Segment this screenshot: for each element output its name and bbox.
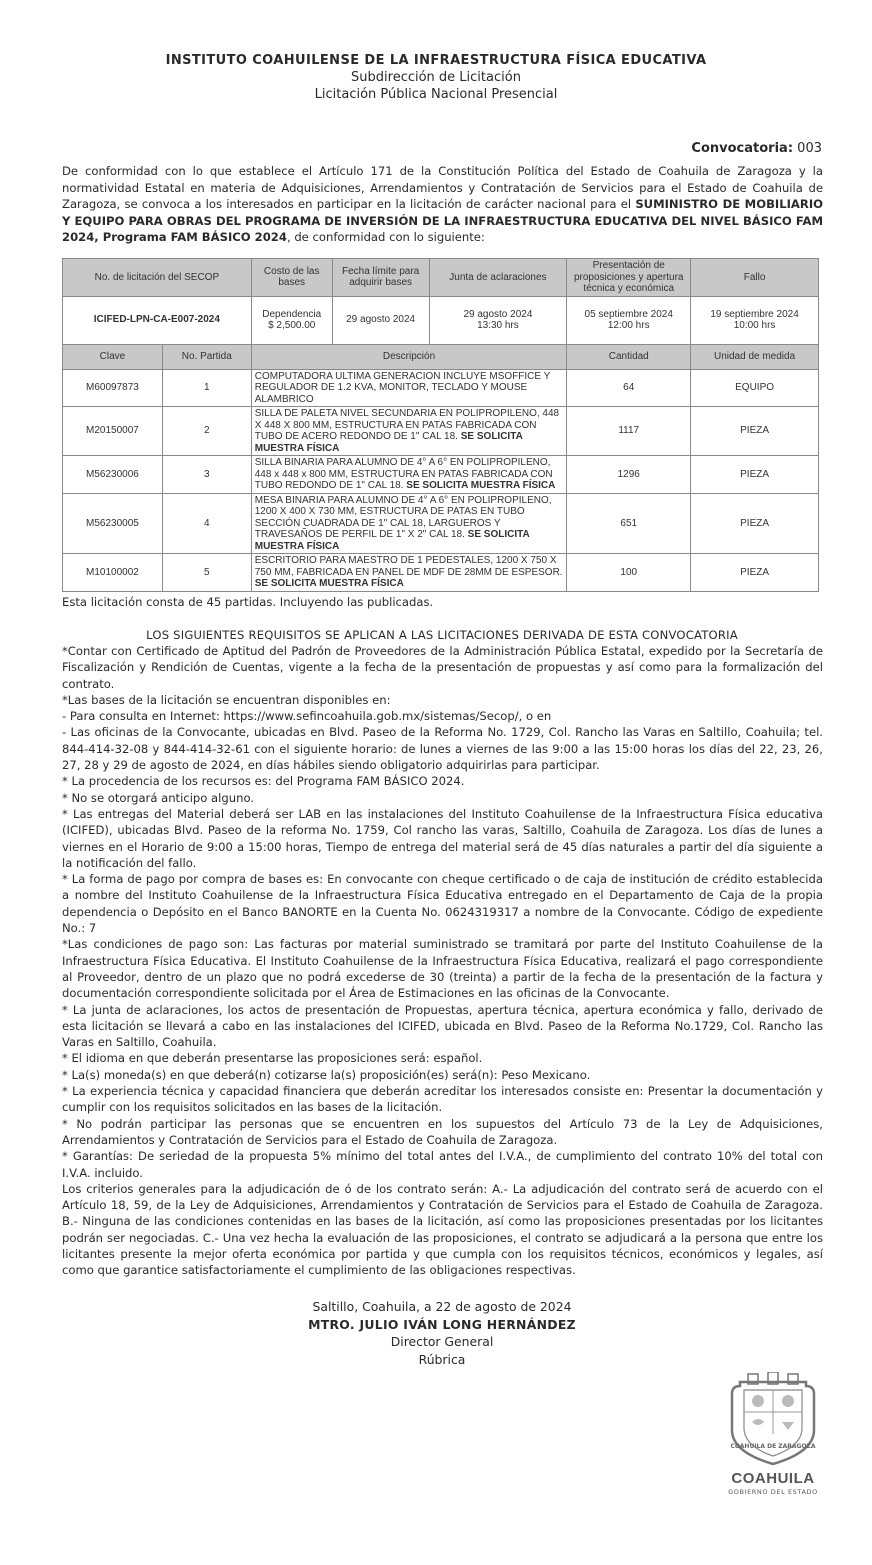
item-clave: M10100002 [63,554,163,592]
requirement: - Para consulta en Internet: https://www.sefincoahuila.gob.mx/sistemas/Secop/, o en [62,709,552,724]
signer-name: MTRO. JULIO IVÁN LONG HERNÁNDEZ [308,1316,576,1332]
presentation-date: 05 septiembre 2024 [584,308,673,320]
table-row [63,407,819,456]
item-desc-text: SILLA DE PALETA NIVEL SECUNDARIA EN POLIPROPILENO, 448 X 448 X 800 MM, ESTRUCTURA EN PATAS FABRICADA CON TUBO DE ACERO REDONDO DE 1" CAL 18. [254,408,560,442]
document-header [0,52,872,103]
intro-text-end: , de conformidad con lo siguiente: [286,230,485,245]
item-clave: M20150007 [63,407,163,456]
item-quantity: 651 [567,493,691,554]
ruling [691,296,819,344]
item-desc-text: MESA BINARIA PARA ALUMNO DE 4° A 6° EN POLIPROPILENO, 1200 X 400 X 730 MM, ESTRUCTURA DE PATAS EN TUBO SECCIÓN CUADRADA DE 1" CAL 18, LARGUEROS Y TRAVESAÑOS DE PERFIL DE 1" X 2" CAL 18. [254,494,552,540]
item-unit: EQUIPO [691,369,819,407]
table-row [63,456,819,494]
clarification-time: 13:30 hrs [477,320,519,331]
header-cell: Fallo [691,259,819,297]
seal-text: COAHUILA DE ZARAGOZA [730,1443,816,1450]
requirements-list [62,643,823,1279]
requirement: *Contar con Certificado de Aptitud del Padrón de Proveedores de la Administración Pública Estatal, expedido por la Secretaría de Fiscalización y Rendición de Cuentas, vigente a la fecha de la presentación de propuestas y así como para la formalización del contrato. [62,644,823,691]
requirement: * Las entregas del Material deberá ser LAB en las instalaciones del Instituto Coahuilense de la Infraestructura Física educativa (ICIFED), ubicadas Blvd. Paseo de la reforma No. 1759, Col rancho las varas, Saltillo, Coahuila de Zaragoza. Los días de lunes a viernes en el Horario de 9:00 a 15:00 horas, Tiempo de entrega del material será de 45 días naturales a partir del día siguiente a la notificación del fallo. [62,806,823,870]
logo-name: COAHUILA [731,1470,815,1487]
requirements-title: LOS SIGUIENTES REQUISITOS SE APLICAN A LAS LICITACIONES DERIVADA DE ESTA CONVOCATORIA [146,628,738,642]
logo-subtitle: GOBIERNO DEL ESTADO [728,1488,818,1496]
signature-block [0,1298,872,1368]
items-header-row [63,344,819,369]
item-quantity: 1117 [567,407,691,456]
item-description [251,369,567,407]
requirement: * Garantías: De seriedad de la propuesta 5% mínimo del total antes del I.V.A., de cumplimiento del contrato 10% del total con I.V.A. incluido. [62,1149,823,1180]
header-cell: Unidad de medida [691,344,819,369]
item-quantity: 100 [567,554,691,592]
header-cell: Presentación de proposiciones y apertura técnica y económica [567,259,691,297]
item-description [251,554,567,592]
clarification-meeting [429,296,567,344]
signer-position: Director General [390,1334,494,1349]
item-unit: PIEZA [691,554,819,592]
tender-table [62,258,819,592]
item-description [251,456,567,494]
convocatoria-value: 003 [797,141,822,156]
item-clave: M60097873 [63,369,163,407]
item-clave: M56230005 [63,493,163,554]
requirement: * La(s) moneda(s) en que deberá(n) cotizarse la(s) proposición(es) será(n): Peso Mexicano. [62,1067,591,1082]
item-partida: 5 [162,554,251,592]
table-row [63,554,819,592]
intro-bold: SUMINISTRO DE MOBILIARIO Y EQUIPO PARA OBRAS DEL PROGRAMA DE INVERSIÓN DE LA INFRAESTRUCTURA EDUCATIVA DEL NIVEL BÁSICO FAM 2024, Programa FAM BÁSICO 2024 [62,197,824,245]
licitacion-number: ICIFED-LPN-CA-E007-2024 [63,296,252,344]
item-partida: 2 [162,407,251,456]
requirement: * No podrán participar las personas que se encuentren en los supuestos del Artículo 73 de la Ley de Adquisiciones, Arrendamientos y Contratación de Servicios para el Estado de Coahuila de Zaragoza. [62,1116,823,1147]
requirement: * El idioma en que deberán presentarse las proposiciones será: español. [62,1051,483,1066]
tender-type: Licitación Pública Nacional Presencial [314,87,558,102]
requirement: * La junta de aclaraciones, los actos de presentación de Propuestas, apertura técnica, apertura económica y fallo, derivado de esta licitación se llevará a cabo en las instalaciones del ICIFED, ubicada en Blvd. Paseo de la Reforma No.1729, Col. Rancho las Varas en Saltillo, Coahuila. [62,1002,823,1050]
item-desc-bold: SE SOLICITA MUESTRA FÍSICA [254,529,530,552]
rubrica: Rúbrica [418,1351,466,1367]
requirement: *Las condiciones de pago son: Las facturas por material suministrado se tramitará por parte del Instituto Coahuilense de la Infraestructura Física Educativa. El Instituto Coahuilense de la Infraestructura Física Educativa, realizará el pago correspondiente al Proveedor, dentro de un plazo que no podrá excederse de 30 (treinta) a partir de la fecha de la presentación de la factura y documentación correspondiente solicitada por el Área de Estimaciones en las oficinas de la Convocante. [62,937,823,1001]
item-unit: PIEZA [691,407,819,456]
item-desc-bold: SE SOLICITA MUESTRA FÍSICA [406,480,556,491]
requirement: * La procedencia de los recursos es: del Programa FAM BÁSICO 2024. [62,774,465,789]
header-cell: Descripción [251,344,567,369]
proposal-presentation [567,296,691,344]
coat-of-arms-icon [718,1372,828,1468]
header-cell: Cantidad [567,344,691,369]
header-cell: No. Partida [162,344,251,369]
item-desc-bold: SE SOLICITA MUESTRA FÍSICA [254,578,404,589]
requirement: - Las oficinas de la Convocante, ubicadas en Blvd. Paseo de la Reforma No. 1729, Col. Rancho las Varas en Saltillo, Coahuila; tel. 844-414-32-08 y 844-414-32-61 con el siguiente horario: de lunes a viernes de las 9:00 a las 15:00 horas los días del 22, 23, 26, 27, 28 y 29 de agosto de 2024, en días hábiles siendo obligatorio adquirirlas para participar. [62,725,823,773]
item-partida: 4 [162,493,251,554]
ruling-time: 10:00 hrs [733,320,776,331]
bases-cost-line1: Dependencia [262,308,322,320]
requirement: *Las bases de la licitación se encuentran disponibles en: [62,692,391,707]
requirement: * La forma de pago por compra de bases es: En convocante con cheque certificado o de caja de institución de crédito establecida a nombre del Instituto Coahuilense de la Infraestructura Física Educativa entregado en el Departamento de Caja de la propia dependencia o Depósito en el Banco BANORTE en la Cuenta No. 0624319317 a nombre de la Convocante. Código de expediente No.: 7 [62,872,823,936]
item-partida: 1 [162,369,251,407]
table-row [63,493,819,554]
item-desc-bold: SE SOLICITA MUESTRA FÍSICA [254,431,523,454]
item-unit: PIEZA [691,456,819,494]
item-desc-text: SILLA BINARIA PARA ALUMNO DE 4° A 6° EN POLIPROPILENO, 448 x 448 x 800 MM, ESTRUCTURA EN PATAS FABRICADA CON TUBO REDONDO DE 1" CAL 18. [254,457,553,491]
item-unit: PIEZA [691,493,819,554]
table-row [63,369,819,407]
header-cell: Costo de las bases [251,259,332,297]
item-partida: 3 [162,456,251,494]
requirement: Los criterios generales para la adjudicación de ó de los contrato serán: A.- La adjudicación del contrato será de acuerdo con el Artículo 18, 59, de la Ley de Adquisiciones, Arrendamientos y Contratación de Servicios para el Estado de Coahuila de Zaragoza. B.- Ninguna de las condiciones contenidas en las bases de la licitación, así como las proposiciones presentadas por los licitantes podrán ser negociadas. C.- Una vez hecha la evaluación de las proposiciones, el contrato se adjudicará a la persona que entre los licitantes presente la mejor oferta económica por partida y que cumpla con los requisitos técnicos, económicos y legales, así como que garantice satisfactoriamente el cumplimiento de las obligaciones respectivas. [62,1181,823,1278]
convocatoria-number [691,141,822,156]
presentation-time: 12:00 hrs [607,320,650,331]
place-date: Saltillo, Coahuila, a 22 de agosto de 2024 [312,1299,572,1314]
header-cell: Fecha límite para adquirir bases [332,259,429,297]
subdirection: Subdirección de Licitación [351,70,521,85]
item-description [251,493,567,554]
coahuila-logo [718,1372,828,1500]
intro-text: De conformidad con lo que establece el Artículo 171 de la Constitución Política del Estado de Coahuila de Zaragoza y la normatividad Estatal en materia de Adquisiciones, Arrendamientos y Contratación de Servicios para el Estado de Coahuila de Zaragoza, se convoca a los interesados en participar en la licitación de carácter nacional para el [62,164,823,212]
header-cell: Junta de aclaraciones [429,259,567,297]
tender-data-row [63,296,819,344]
item-desc-text: ESCRITORIO PARA MAESTRO DE 1 PEDESTALES, 1200 X 750 X 750 MM, FABRICADA EN PANEL DE MDF DE 28MM DE ESPESOR. [254,555,563,578]
header-cell: No. de licitación del SECOP [63,259,252,297]
requirement: * No se otorgará anticipo alguno. [62,790,255,805]
partidas-note: Esta licitación consta de 45 partidas. Incluyendo las publicadas. [62,595,434,609]
institute-name: INSTITUTO COAHUILENSE DE LA INFRAESTRUCTURA FÍSICA EDUCATIVA [165,53,707,68]
ruling-date: 19 septiembre 2024 [710,308,799,320]
item-quantity: 1296 [567,456,691,494]
deadline-date: 29 agosto 2024 [332,296,429,344]
item-quantity: 64 [567,369,691,407]
item-description [251,407,567,456]
item-desc-text: COMPUTADORA ULTIMA GENERACION INCLUYE MSOFFICE Y REGULADOR DE 1.2 KVA, MONITOR, TECLADO Y MOUSE ALAMBRICO [254,370,551,405]
bases-cost-line2: $ 2,500.00 [268,320,316,331]
requirement: * La experiencia técnica y capacidad financiera que deberán acreditar los interesados consiste en: Presentar la documentación y cumplir con los requisitos solicitados en las bases de la licitación. [62,1084,823,1115]
bases-cost [251,296,332,344]
clarification-date: 29 agosto 2024 [463,308,533,320]
tender-header-row [63,259,819,297]
header-cell: Clave [63,344,163,369]
item-clave: M56230006 [63,456,163,494]
convocatoria-label: Convocatoria: [691,141,794,156]
intro-paragraph [62,163,823,246]
